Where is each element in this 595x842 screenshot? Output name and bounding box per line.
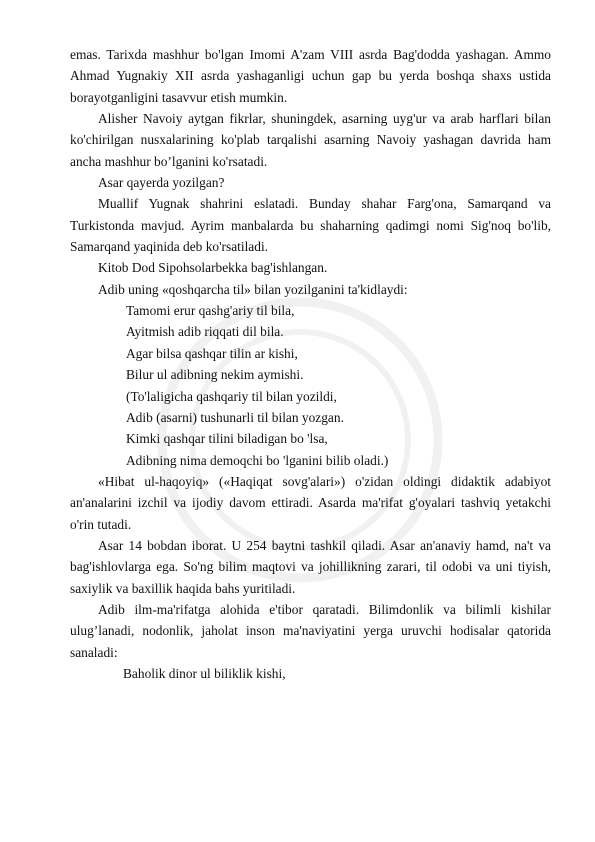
verse-line: (To'laligicha qashqariy til bilan yozildi,: [126, 388, 337, 404]
paragraph: Muallif Yugnak shahrini eslatadi. Bunday shahar Farg'ona, Samarqand va Turkistonda mavjud. Ayrim manbalarda bu shaharning qadimgi nomi Sig'noq bo'lib, Samarqand yaqinida deb ko'rsatiladi.: [70, 196, 551, 255]
verse-line: Baholik dinor ul biliklik kishi,: [123, 665, 286, 681]
verse-line: Tamomi erur qashg'ariy til bila,: [126, 303, 295, 319]
paragraph: Adib ilm-ma'rifatga alohida e'tibor qaratadi. Bilimdonlik va bilimli kishilar ulug’lanadi, nodonlik, jaholat inson ma'naviyatini yerga uruvchi hodisalar qatorida sanaladi:: [70, 601, 551, 660]
question-line: Asar qayerda yozilgan?: [98, 175, 225, 191]
paragraph: emas. Tarixda mashhur bo'lgan Imomi A'zam VIII asrda Bag'dodda yashagan. Ammo Ahmad Yugnakiy XII asrda yashaganligi uchun gap bu yerda boshqa shaxs ustida borayotganligini tasavvur etish mumkin.: [70, 47, 551, 105]
verse-line: Agar bilsa qashqar tilin ar kishi,: [126, 345, 298, 361]
paragraph: Asar 14 bobdan iborat. U 254 baytni tashkil qiladi. Asar an'anaviy hamd, na't va bag'ishlovlarga ega. So'ng bilim maqtovi va johillikning zarari, til odobi va uni tiyish, saxiylik va baxillik haqida bahs yuritiladi.: [70, 537, 551, 596]
verse-line: Adib (asarni) tushunarli til bilan yozgan.: [126, 409, 344, 425]
verse-line: Kimki qashqar tilini biladigan bo 'lsa,: [126, 431, 328, 447]
paragraph: Kitob Dod Sipohsolarbekka bag'ishlangan.: [98, 260, 328, 276]
paragraph: «Hibat ul-haqoyiq» («Haqiqat sovg'alari») o'zidan oldingi didaktik adabiyot an'analarini izchil va ijodiy davom ettiradi. Asarda ma'rifat g'oyalari tashviq yetakchi o'rin tutadi.: [70, 473, 551, 532]
verse-line: Ayitmish adib riqqati dil bila.: [126, 324, 284, 340]
verse-block: [70, 300, 551, 471]
verse-line: Adibning nima demoqchi bo 'lganini bilib oladi.): [126, 452, 389, 468]
paragraph: Alisher Navoiy aytgan fikrlar, shuningdek, asarning uyg'ur va arab harflari bilan ko'chirilgan nusxalarining ko'plab tarqalishi asarning Navoiy yashagan davrida ham ancha mashhur bo’lganini ko'rsatadi.: [70, 111, 551, 169]
document-page: [70, 44, 551, 684]
verse-line: Bilur ul adibning nekim aymishi.: [126, 367, 304, 383]
paragraph: Adib uning «qoshqarcha til» bilan yozilganini ta'kidlaydi:: [98, 281, 408, 297]
